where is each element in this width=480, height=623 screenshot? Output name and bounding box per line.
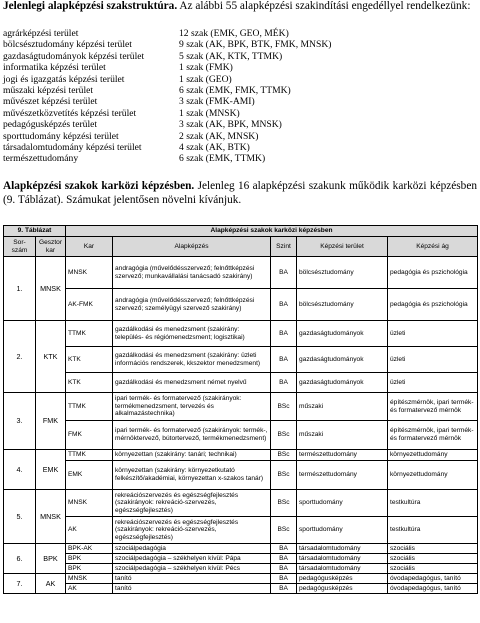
header-terulet: Képzési terület [297,237,388,257]
table-caption: 9. Táblázat [4,226,66,237]
table-row: AK rekreációszervezés és egészségfejlesztés (szakirányok: rekreáció-szervezés, egészségfejlesztés) BSc sporttudomány testkultúra [4,517,478,544]
list-item: művészetközvetítés képzési terület 1 szak (MNSK) [3,107,240,119]
list-item: természettudomány 6 szak (EMK, TTMK) [3,153,266,165]
list-item: művészet képzési terület 3 szak (FMK-AMI) [3,96,255,108]
section2-paragraph [3,180,477,207]
list-item: gazdaságtudományok képzési terület 5 szak (AK, KTK, TTMK) [3,50,283,62]
header-gesztor: Gesztor kar [36,237,66,257]
table-group-header: Alapképzési szakok karközi képzésben [66,226,478,237]
table-row: 1. MNSK MNSK andragógia (művelődésszervező; felnőttképzési szervező; munkavállalási tanácsadó szakirány) BA bölcsésztudomány pedagógia és pszichológia [4,257,478,289]
list-item: informatika képzési terület 1 szak (FMK) [3,62,233,74]
table-row: 6. BPK BPK-AK szociálpedagógia BA társadalomtudomány szociális [4,544,478,554]
table-row: FMK ipari termék- és formatervező (szakirányok: termék-, mérnöktervező, bútortervező, termékmenedzsment) BSc műszaki építészmérnök, ipari termék- és formatervező mérnök [4,421,478,450]
table-row: 7. AK MNSK tanító BA pedagógusképzés óvodapedagógus, tanító [4,574,478,584]
list-item: társadalomtudomány képzési terület 4 szak (AK, BTK) [3,141,250,153]
field-list [3,28,473,165]
header-sorszam: Sor-szám [4,237,36,257]
intro-paragraph [3,0,477,14]
table-row: AK tanító BA pedagógusképzés óvodapedagógus, tanító [4,584,478,594]
section2-text: Jelenleg 16 alapképzési szakunk működik karközi képzésben (9. Táblázat). Számukat jelentősen növelni kívánjuk. [3,180,477,206]
header-szint: Szint [271,237,297,257]
header-alapkepzes: Alapképzés [113,237,271,257]
list-item: agrárképzési terület 12 szak (EMK, GEO, MÉK) [3,28,289,39]
intro-title: Jelenlegi alapképzési szakstruktúra. [3,0,178,12]
list-item: bölcsésztudomány képzési terület 9 szak (AK, BPK, BTK, FMK, MNSK) [3,39,332,51]
list-item: jogi és igazgatás képzési terület 1 szak (GEO) [3,73,232,85]
table-row: 3. FMK TTMK ipari termék- és formatervező (szakirányok: termékmenedzsment, tervezés és alkalmazástechnika) BSc műszaki építészmérnök, ipari termék- és formatervező mérnök [4,393,478,421]
table-row: KTK gazdálkodási és menedzsment (szakirány: üzleti információs rendszerek, kkszektor menedzsment) BA gazdaságtudományok üzleti [4,347,478,373]
list-item: pedagógusképzés terület 3 szak (AK, BPK, MNSK) [3,119,282,131]
list-item: műszaki képzési terület 6 szak (EMK, FMK, TTMK) [3,84,291,96]
table-row: 2. KTK TTMK gazdálkodási és menedzsment (szakirány: település- és régiómenedzsment; logisztikai) BA gazdaságtudományok üzleti [4,321,478,347]
header-kar: Kar [66,237,113,257]
table-row: KTK gazdálkodási és menedzsment német nyelvű BA gazdaságtudományok üzleti [4,373,478,393]
table-row: 5. MNSK MNSK rekreációszervezés és egészségfejlesztés (szakirányok: rekreáció-szervezés, egészségfejlesztés) BSc sporttudomány testkultúra [4,490,478,517]
header-ag: Képzési ág [388,237,478,257]
table-row: EMK környezettan (szakirány: környezetkutató felkészítő/akadémiai, környezettan x-szakos tanár) BSc természettudomány környezettudomány [4,461,478,490]
list-item: sporttudomány képzési terület 2 szak (AK, MNSK) [3,130,259,142]
table-row: BPK szociálpedagógia – székhelyen kívül: Pécs BA társadalomtudomány szociális [4,564,478,574]
table-row: 4. EMK TTMK környezettan (szakirány: tanári; technikai) BSc természettudomány környezettudomány [4,450,478,461]
table-row: BPK szociálpedagógia – székhelyen kívül: Pápa BA társadalomtudomány szociális [4,554,478,564]
table-row: AK-FMK andragógia (művelődésszervező; felnőttképzési szervező; személyügyi szervező szakirány) BA bölcsésztudomány pedagógia és pszichológia [4,289,478,321]
karkozi-table [3,225,478,594]
section2-title: Alapképzési szakok karközi képzésben. [3,180,195,192]
intro-text: Az alábbi 55 alapképzési szakindítási engedéllyel rendelkezünk: [177,0,471,12]
